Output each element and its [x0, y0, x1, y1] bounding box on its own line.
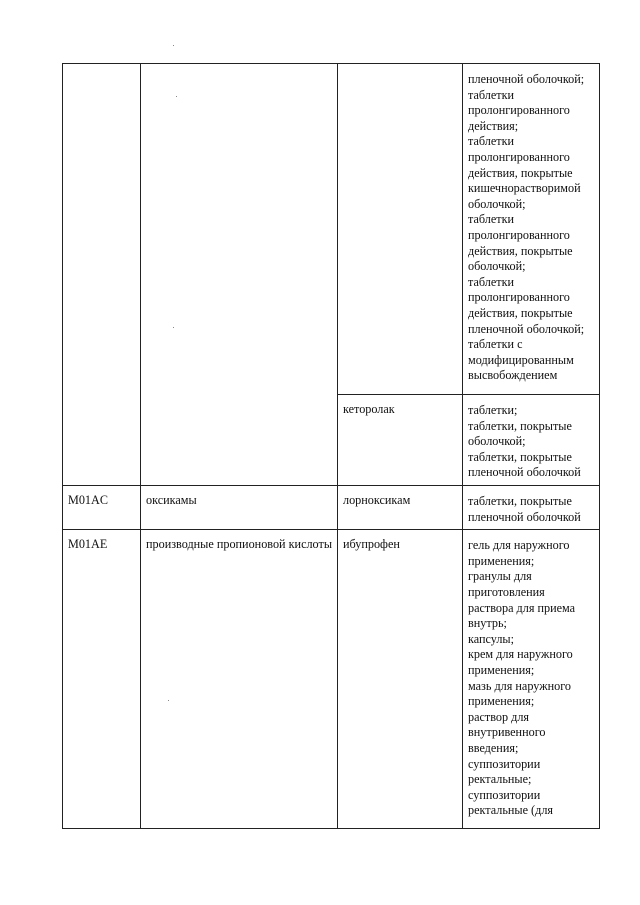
dosage-forms [468, 486, 595, 529]
atc-code: M01AE [68, 537, 108, 552]
dosage-form-line: пленочной оболочкой [468, 509, 581, 524]
dosage-form-line: оболочкой; [468, 434, 526, 449]
drug-group-cell [141, 530, 338, 829]
table-row [63, 64, 600, 395]
dosage-form-line: модифицированным [468, 352, 574, 367]
atc-code-cell [63, 486, 141, 530]
dosage-form-line: раствор для [468, 709, 530, 724]
dosage-form-line: таблетки, покрытые [468, 494, 572, 508]
dosage-forms [468, 530, 595, 823]
dosage-form-line: действия, покрытые [468, 165, 573, 180]
dosage-form-line: капсулы; [468, 631, 514, 646]
dosage-form-line: пленочной оболочкой [468, 465, 581, 480]
dosage-form-line: суппозитории [468, 787, 541, 802]
dosage-form-line: применения; [468, 662, 535, 677]
dosage-form-line: гель для наружного [468, 538, 570, 553]
dosage-form-line: таблетки [468, 134, 515, 149]
drug-name: кеторолак [343, 402, 395, 416]
dosage-forms-cell [463, 530, 600, 829]
drug-group-cell [141, 486, 338, 530]
atc-code-cell [63, 64, 141, 486]
dosage-form-line: таблетки, покрытые [468, 418, 572, 433]
dosage-forms-cell [463, 486, 600, 530]
dosage-form-line: пленочной оболочкой; [468, 321, 585, 336]
drug-name: лорноксикам [343, 493, 411, 507]
atc-code [68, 64, 136, 71]
dosage-form-line: оболочкой; [468, 196, 526, 211]
dosage-form-line: раствора для приема [468, 600, 576, 615]
dosage-form-line: действия, покрытые [468, 305, 573, 320]
dosage-form-line: таблетки [468, 212, 515, 227]
dosage-form-line: таблетки [468, 274, 515, 289]
dosage-form-line: суппозитории [468, 756, 541, 771]
dosage-forms [468, 64, 595, 388]
dosage-form-line: действия, покрытые [468, 243, 573, 258]
table-row [63, 486, 600, 530]
dosage-form-line: кишечнорастворимой [468, 181, 581, 196]
dosage-form-line: применения; [468, 553, 535, 568]
drug-group: оксикамы [146, 493, 197, 507]
atc-code-cell [63, 530, 141, 829]
drug-name-cell [338, 395, 463, 486]
drug-name-cell [338, 64, 463, 395]
drug-group [146, 64, 333, 71]
dosage-forms-cell [463, 395, 600, 486]
table-row [63, 530, 600, 829]
drug-table [62, 63, 600, 829]
dosage-form-line: пролонгированного [468, 227, 570, 242]
dosage-form-line: введения; [468, 740, 519, 755]
dosage-form-line: таблетки, покрытые [468, 449, 572, 464]
dosage-form-line: пролонгированного [468, 103, 570, 118]
dosage-form-line: пролонгированного [468, 149, 570, 164]
dosage-form-line: крем для наружного [468, 647, 573, 662]
dosage-form-line: внутривенного [468, 725, 546, 740]
dosage-form-line: высвобождением [468, 368, 558, 383]
dosage-form-line: пролонгированного [468, 290, 570, 305]
atc-code: M01AC [68, 493, 108, 507]
drug-name-cell [338, 530, 463, 829]
dosage-form-line: ректальные; [468, 772, 532, 787]
dosage-form-line: пленочной оболочкой; [468, 72, 585, 86]
dosage-form-line: таблетки; [468, 403, 518, 417]
drug-name [343, 64, 458, 71]
dosage-form-line: таблетки [468, 87, 515, 102]
dosage-form-line: мазь для наружного [468, 678, 572, 693]
dosage-form-line: оболочкой; [468, 259, 526, 274]
drug-name-cell [338, 486, 463, 530]
dosage-form-line: применения; [468, 694, 535, 709]
dosage-forms [468, 395, 595, 485]
scan-speck [173, 45, 174, 46]
dosage-form-line: внутрь; [468, 616, 507, 631]
drug-group: производные пропионовой кислоты [146, 537, 333, 552]
dosage-form-line: ректальные (для [468, 803, 554, 818]
dosage-form-line: гранулы для [468, 569, 532, 584]
dosage-form-line: приготовления [468, 584, 545, 599]
drug-group-cell [141, 64, 338, 486]
dosage-form-line: таблетки с [468, 337, 523, 352]
dosage-form-line: действия; [468, 118, 519, 133]
dosage-forms-cell [463, 64, 600, 395]
drug-name: ибупрофен [343, 537, 400, 552]
